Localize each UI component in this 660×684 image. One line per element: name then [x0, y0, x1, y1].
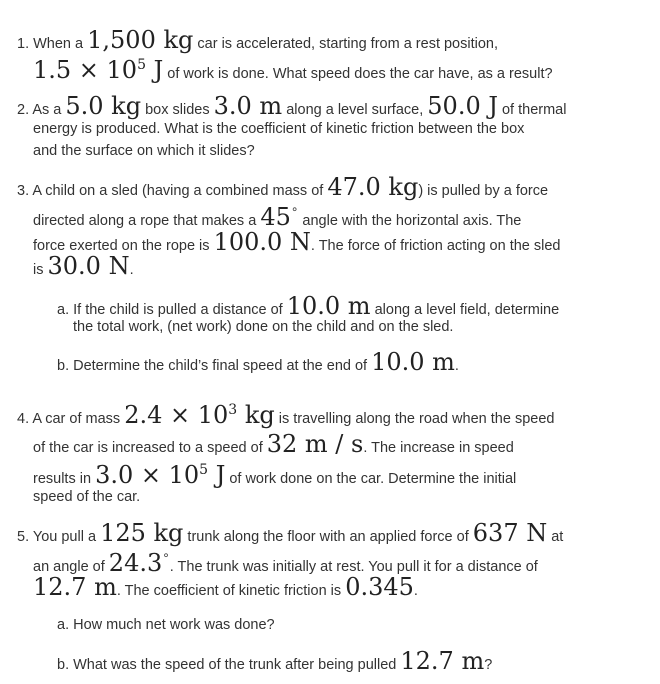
- math-angle: 24.3: [108, 549, 163, 577]
- math-mass: 5.0 kg: [65, 92, 142, 120]
- q2-line-2: energy is produced. What is the coefficient of kinetic friction between the box: [33, 121, 525, 137]
- text: along a level surface,: [282, 102, 428, 118]
- math-unit: J: [146, 56, 164, 84]
- text: . The trunk was initially at rest. You pull it for a distance of: [169, 559, 538, 575]
- math-work: [33, 56, 163, 84]
- text: trunk along the floor with an applied force of: [183, 529, 473, 545]
- text: . The force of friction acting on the sled: [310, 238, 561, 254]
- text: of the car is increased to a speed of: [33, 440, 267, 456]
- math-mass: [124, 401, 275, 429]
- math-distance: 12.7 m: [33, 573, 117, 601]
- q1-line-2: [33, 58, 553, 82]
- math-force: 100.0 N: [213, 228, 311, 256]
- text: b. Determine the child’s final speed at the end of: [57, 358, 372, 374]
- math-exponent: 5: [137, 57, 146, 73]
- math-exponent: 3: [228, 402, 238, 418]
- math-mass: 47.0 kg: [327, 173, 419, 201]
- text: .: [454, 358, 459, 374]
- math-distance: 12.7 m: [400, 647, 485, 675]
- text: directed along a rope that makes a: [33, 213, 261, 229]
- math-unit: kg: [237, 401, 275, 429]
- text: b. What was the speed of the trunk after being pulled: [57, 657, 401, 673]
- text: an angle of: [33, 559, 109, 575]
- q5-line-2: [33, 548, 538, 577]
- math-work: [95, 461, 225, 489]
- text: 5. You pull a: [17, 529, 101, 545]
- math-force: 637 N: [472, 519, 548, 547]
- q5b-line-1: [57, 649, 492, 673]
- text: ) is pulled by a force: [418, 183, 549, 199]
- degree-symbol: ∘: [162, 548, 170, 562]
- text: force exerted on the rope is: [33, 238, 214, 254]
- math-distance: 10.0 m: [286, 292, 371, 320]
- q4-line-3: [33, 463, 516, 487]
- math-coefficient: 0.345: [345, 573, 414, 601]
- q3a-line-1: [57, 294, 559, 318]
- q4-line-1: [17, 403, 554, 427]
- q5-line-3: [33, 575, 418, 599]
- text: .: [129, 262, 134, 278]
- q4-line-2: [33, 432, 514, 456]
- text: 4. A car of mass: [17, 411, 125, 427]
- q3-line-1: [17, 175, 548, 199]
- text: along a level field, determine: [370, 302, 560, 318]
- q3-line-2: [33, 202, 522, 231]
- math-base: 1.5 × 10: [33, 56, 138, 84]
- q5-line-1: [17, 521, 563, 545]
- text: 1. When a: [17, 36, 88, 52]
- q3-line-4: [33, 254, 134, 278]
- math-distance: 10.0 m: [371, 348, 455, 376]
- text: is travelling along the road when the speed: [274, 411, 555, 427]
- text: is: [33, 262, 48, 278]
- math-base: 3.0 × 10: [95, 461, 200, 489]
- text: 3. A child on a sled (having a combined mass of: [17, 183, 328, 199]
- text: . The increase in speed: [363, 440, 514, 456]
- text: box slides: [141, 102, 214, 118]
- text: 2. As a: [17, 102, 66, 118]
- text: angle with the horizontal axis. The: [298, 213, 522, 229]
- math-mass: 1,500 kg: [87, 26, 194, 54]
- text: ?: [484, 657, 493, 673]
- math-energy: 50.0 J: [427, 92, 498, 120]
- q1-line-1: [17, 28, 498, 52]
- math-distance: 3.0 m: [213, 92, 283, 120]
- text: of work is done. What speed does the car have, as a result?: [163, 66, 553, 82]
- q3-line-3: [33, 230, 561, 254]
- math-base: 2.4 × 10: [124, 401, 229, 429]
- math-mass: 125 kg: [100, 519, 184, 547]
- text: .: [413, 583, 418, 599]
- text: a. If the child is pulled a distance of: [57, 302, 287, 318]
- text: car is accelerated, starting from a rest position,: [193, 36, 499, 52]
- math-speed: 32 m / s: [266, 430, 364, 458]
- text: of thermal: [497, 102, 567, 118]
- math-angle: 45: [260, 203, 291, 231]
- q4-line-4: speed of the car.: [33, 489, 141, 505]
- text: results in: [33, 471, 96, 487]
- math-unit: J: [208, 461, 226, 489]
- q5a-line-1: a. How much net work was done?: [57, 617, 275, 633]
- degree-symbol: ∘: [290, 202, 299, 216]
- q3a-line-2: the total work, (net work) done on the child and on the sled.: [73, 319, 454, 335]
- math-exponent: 5: [199, 462, 209, 478]
- q3b-line-1: [57, 350, 459, 374]
- math-friction: 30.0 N: [47, 252, 130, 280]
- q2-line-3: and the surface on which it slides?: [33, 143, 255, 159]
- text: at: [547, 529, 564, 545]
- text: . The coefficient of kinetic friction is: [116, 583, 346, 599]
- q2-line-1: [17, 94, 566, 118]
- text: of work done on the car. Determine the initial: [225, 471, 517, 487]
